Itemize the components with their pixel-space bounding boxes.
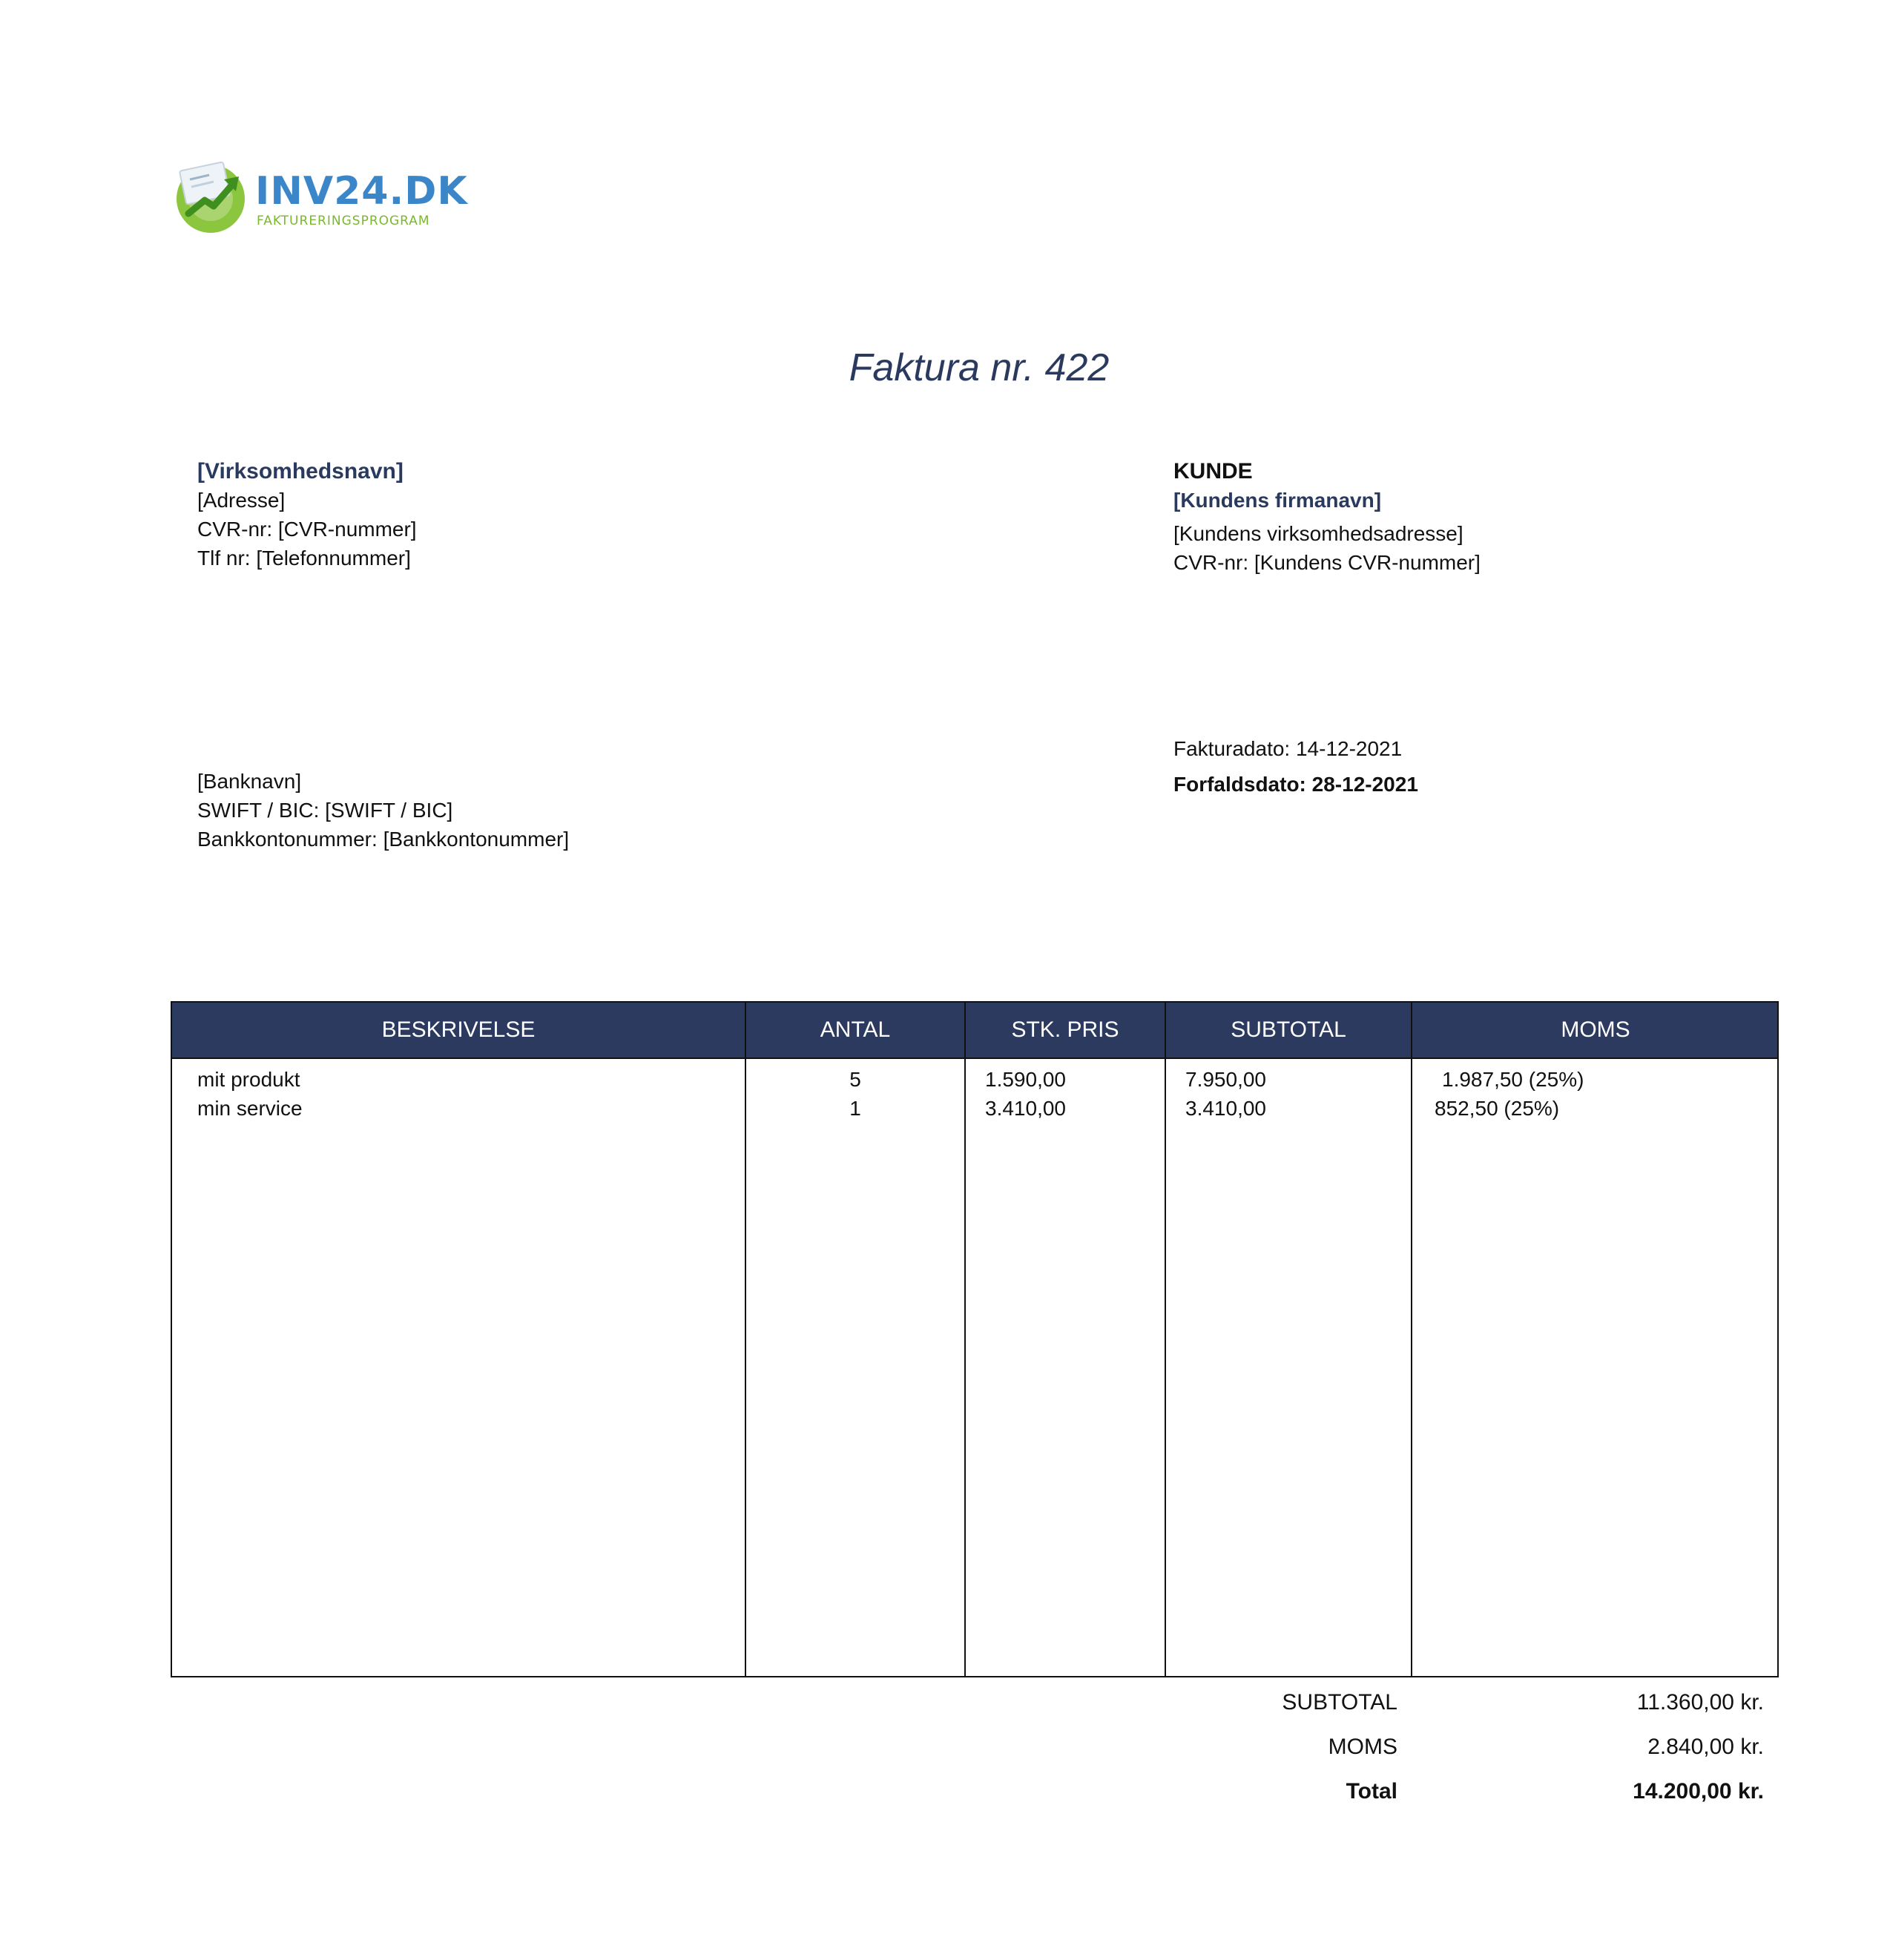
row2-unit-price: 3.410,00	[985, 1097, 1066, 1120]
header-divider	[172, 1057, 1777, 1059]
dates-block	[1173, 731, 1418, 802]
logo-icon	[172, 157, 249, 234]
row1-description: mit produkt	[197, 1068, 300, 1091]
customer-block	[1173, 457, 1481, 577]
logo-tagline: FAKTURERINGSPROGRAM	[257, 214, 430, 228]
sender-block	[197, 457, 417, 573]
customer-address: [Kundens virksomhedsadresse]	[1173, 522, 1463, 545]
sender-phone: Tlf nr: [Telefonnummer]	[197, 547, 411, 570]
row2-description: min service	[197, 1097, 303, 1120]
col-header-subtotal: SUBTOTAL	[1231, 1017, 1346, 1042]
col-header-unit-price: STK. PRIS	[1011, 1017, 1119, 1042]
row1-unit-price: 1.590,00	[985, 1068, 1066, 1091]
row2-subtotal: 3.410,00	[1185, 1097, 1266, 1120]
row1-quantity: 5	[849, 1068, 861, 1091]
bank-block	[197, 767, 569, 854]
invoice-title: Faktura nr. 422	[849, 346, 1110, 389]
totals-total-label: Total	[1346, 1779, 1397, 1804]
customer-heading: KUNDE	[1173, 459, 1253, 484]
column-divider	[1165, 1003, 1166, 1676]
column-divider	[1411, 1003, 1412, 1676]
col-header-quantity: ANTAL	[820, 1017, 891, 1042]
bank-name: [Banknavn]	[197, 770, 302, 793]
sender-cvr: CVR-nr: [CVR-nummer]	[197, 518, 417, 541]
totals-subtotal-label: SUBTOTAL	[1282, 1690, 1397, 1715]
totals-vat-label: MOMS	[1328, 1735, 1397, 1759]
totals-subtotal-value: 11.360,00 kr.	[1636, 1690, 1764, 1715]
row2-quantity: 1	[849, 1097, 861, 1120]
logo-wordmark: INV24.DK	[255, 169, 468, 214]
totals-total-value: 14.200,00 kr.	[1633, 1779, 1764, 1804]
sender-address: [Adresse]	[197, 489, 286, 512]
row1-subtotal: 7.950,00	[1185, 1068, 1266, 1091]
totals-vat-value: 2.840,00 kr.	[1647, 1735, 1764, 1759]
row1-vat: 1.987,50 (25%)	[1442, 1068, 1584, 1091]
col-header-vat: MOMS	[1561, 1017, 1630, 1042]
company-logo	[172, 157, 468, 239]
due-date: Forfaldsdato: 28-12-2021	[1173, 773, 1418, 796]
row2-vat: 852,50 (25%)	[1435, 1097, 1560, 1120]
sender-name: [Virksomhedsnavn]	[197, 459, 404, 484]
bank-account: Bankkontonummer: [Bankkontonummer]	[197, 828, 570, 851]
customer-name: [Kundens firmanavn]	[1173, 489, 1382, 512]
column-divider	[964, 1003, 966, 1676]
invoice-date: Fakturadato: 14-12-2021	[1173, 737, 1403, 760]
bank-swift: SWIFT / BIC: [SWIFT / BIC]	[197, 799, 453, 822]
customer-cvr: CVR-nr: [Kundens CVR-nummer]	[1173, 551, 1481, 574]
line-items-table	[171, 1001, 1779, 1677]
col-header-description: BESKRIVELSE	[381, 1017, 536, 1042]
